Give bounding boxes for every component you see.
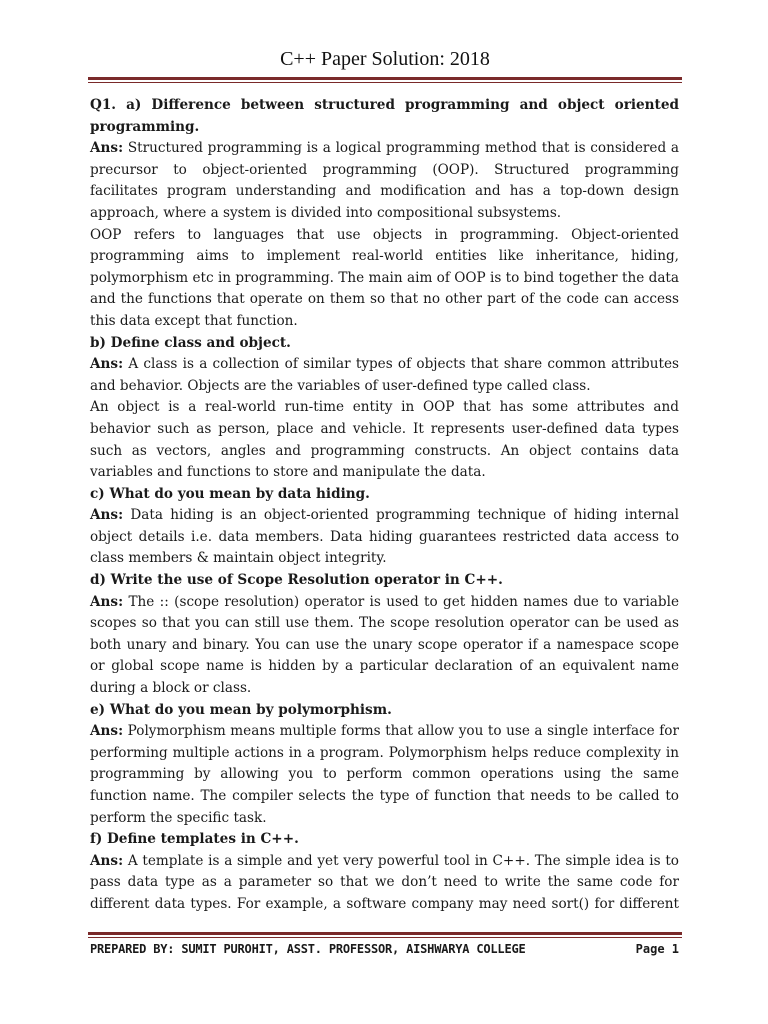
question-heading: Q1. a) Difference between structured programming and object oriented programming. xyxy=(90,97,679,135)
answer-paragraph xyxy=(90,138,679,224)
page-number: Page 1 xyxy=(635,942,679,956)
ans-label: Ans: xyxy=(90,723,124,740)
answer-text: Structured programming is a logical programming method that is considered a precursor to object-oriented programming (OOP). Structured programming facilitates program understanding and modification and has a top-down design approach, where a system is divided into compositional subsystems. xyxy=(90,140,679,221)
question-heading: d) Write the use of Scope Resolution operator in C++. xyxy=(90,572,503,589)
ans-label: Ans: xyxy=(90,593,124,610)
answer-text: Data hiding is an object-oriented programming technique of hiding internal object details i.e. data members. Data hiding guarantees restricted data access to class members & maintain object integrity. xyxy=(90,507,679,567)
page-footer xyxy=(90,942,679,962)
answer-text: A template is a simple and yet very powerful tool in C++. The simple idea is to pass data type as a parameter so that we don’t need to write the same code for different data types. For example, a software company may need sort() for different xyxy=(90,852,679,912)
answer-text: The :: (scope resolution) operator is used to get hidden names due to variable scopes so that you can still use them. The scope resolution operator can be used as both unary and binary. You can use the unary scope operator if a namespace scope or global scope name is hidden by a particular declaration of an equivalent name during a block or class. xyxy=(90,593,679,697)
prepared-by: PREPARED BY: SUMIT PUROHIT, ASST. PROFESSOR, AISHWARYA COLLEGE xyxy=(90,942,526,956)
document-body xyxy=(90,95,679,916)
ans-label: Ans: xyxy=(90,507,124,524)
footer-rule-thick xyxy=(88,932,682,935)
question-heading: c) What do you mean by data hiding. xyxy=(90,485,370,502)
answer-paragraph xyxy=(90,721,679,829)
question-heading: b) Define class and object. xyxy=(90,334,291,351)
answer-text: An object is a real-world run-time entity in OOP that has some attributes and behavior such as person, place and vehicle. It represents user-defined data types such as vectors, angles and programming constructs. An object contains data variables and functions to store and manipulate the data. xyxy=(90,399,679,481)
header-rule-thick xyxy=(88,77,682,80)
header-rule-thin xyxy=(88,82,682,83)
answer-text: OOP refers to languages that use objects in programming. Object-oriented programming aims to implement real-world entities like inheritance, hiding, polymorphism etc in programming. The main aim of OOP is to bind together the data and the functions that operate on them so that no other part of the code can access this data except that function. xyxy=(90,226,679,329)
answer-text: A class is a collection of similar types of objects that share common attributes and behavior. Objects are the variables of user-defined type called class. xyxy=(90,356,679,394)
answer-paragraph xyxy=(90,851,679,916)
page-title: C++ Paper Solution: 2018 xyxy=(280,48,490,70)
answer-paragraph xyxy=(90,397,679,483)
ans-label: Ans: xyxy=(90,356,124,373)
answer-paragraph xyxy=(90,592,679,700)
question-heading: f) Define templates in C++. xyxy=(90,831,299,848)
answer-paragraph xyxy=(90,354,679,397)
answer-paragraph xyxy=(90,505,679,570)
answer-text: Polymorphism means multiple forms that allow you to use a single interface for performing multiple actions in a program. Polymorphism helps reduce complexity in programming by allowing you to perform common operations using the same function name. The compiler selects the type of function that needs to be called to perform the specific task. xyxy=(90,723,679,826)
answer-paragraph xyxy=(90,225,679,333)
question-heading: e) What do you mean by polymorphism. xyxy=(90,701,392,718)
footer-rule-thin xyxy=(88,937,682,938)
ans-label: Ans: xyxy=(90,140,124,157)
ans-label: Ans: xyxy=(90,852,124,869)
